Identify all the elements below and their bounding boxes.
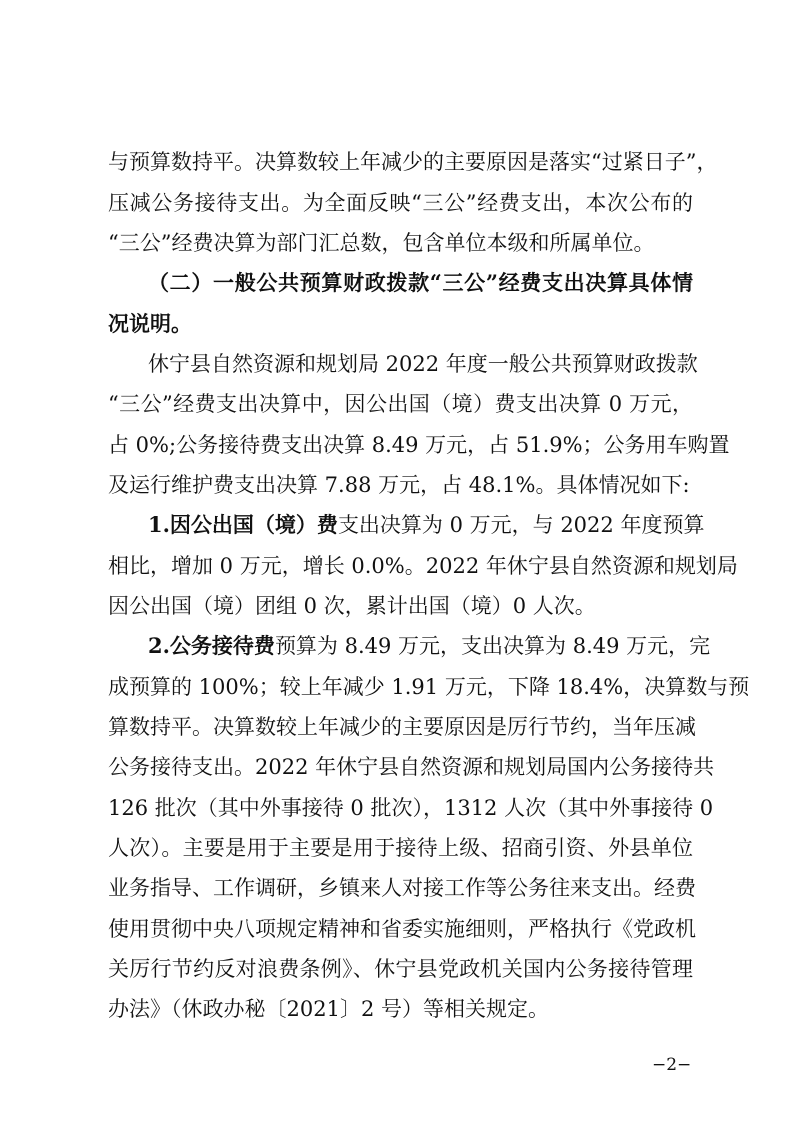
body-text-line: 成预算的 100%；较上年减少 1.91 万元，下降 18.4%，决算数与预 [108, 675, 750, 699]
body-text-line: 办法》（休政办秘〔2021〕2 号）等相关规定。 [108, 997, 549, 1021]
body-text-line: 压减公务接待支出。为全面反映“三公”经费支出，本次公布的 [108, 191, 693, 215]
body-text-line: 人次）。主要是用于主要是用于接待上级、招商引资、外县单位 [108, 836, 693, 860]
body-text-line: 与预算数持平。决算数较上年减少的主要原因是落实“过紧日子”， [108, 150, 718, 174]
page-number: −2− [652, 1055, 692, 1075]
body-text-line: 相比，增加 0 万元，增长 0.0%。2022 年休宁县自然资源和规划局 [108, 554, 738, 578]
section-heading-continued: 况说明。 [108, 311, 192, 336]
body-text-line: 关厉行节约反对浪费条例》、休宁县党政机关国内公务接待管理 [108, 957, 693, 981]
body-text-line: 占 0%;公务接待费支出决算 8.49 万元，占 51.9%；公务用车购置 [108, 433, 730, 457]
item-1-label: 1.因公出国（境）费 [148, 512, 338, 537]
body-text-line: 算数持平。决算数较上年减少的主要原因是厉行节约，当年压减 [108, 715, 696, 739]
body-text-line: 休宁县自然资源和规划局 2022 年度一般公共预算财政拨款 [148, 352, 698, 376]
item-1-text: 支出决算为 0 万元，与 2022 年度预算 [337, 513, 705, 537]
item-1-line [148, 510, 705, 540]
body-text-line: “三公”经费决算为部门汇总数，包含单位本级和所属单位。 [108, 231, 655, 255]
body-text-line: 126 批次（其中外事接待 0 批次），1312 人次（其中外事接待 0 [108, 796, 714, 820]
body-text-line: “三公”经费支出决算中，因公出国（境）费支出决算 0 万元， [108, 392, 693, 416]
body-text-line: 业务指导、工作调研，乡镇来人对接工作等公务往来支出。经费 [108, 876, 696, 900]
body-text-line: 因公出国（境）团组 0 次，累计出国（境）0 人次。 [108, 594, 596, 618]
item-2-label: 2.公务接待费 [148, 633, 275, 658]
item-2-text: 预算为 8.49 万元，支出决算为 8.49 万元，完 [274, 634, 711, 658]
section-heading: （二）一般公共预算财政拨款“三公”经费支出决算具体情 [148, 270, 693, 295]
body-text-line: 使用贯彻中央八项规定精神和省委实施细则，严格执行《党政机 [108, 917, 696, 941]
body-text-line: 公务接待支出。2022 年休宁县自然资源和规划局国内公务接待共 [108, 755, 715, 779]
body-text-line: 及运行维护费支出决算 7.88 万元，占 48.1%。具体情况如下: [108, 473, 690, 497]
item-2-line [148, 631, 711, 661]
